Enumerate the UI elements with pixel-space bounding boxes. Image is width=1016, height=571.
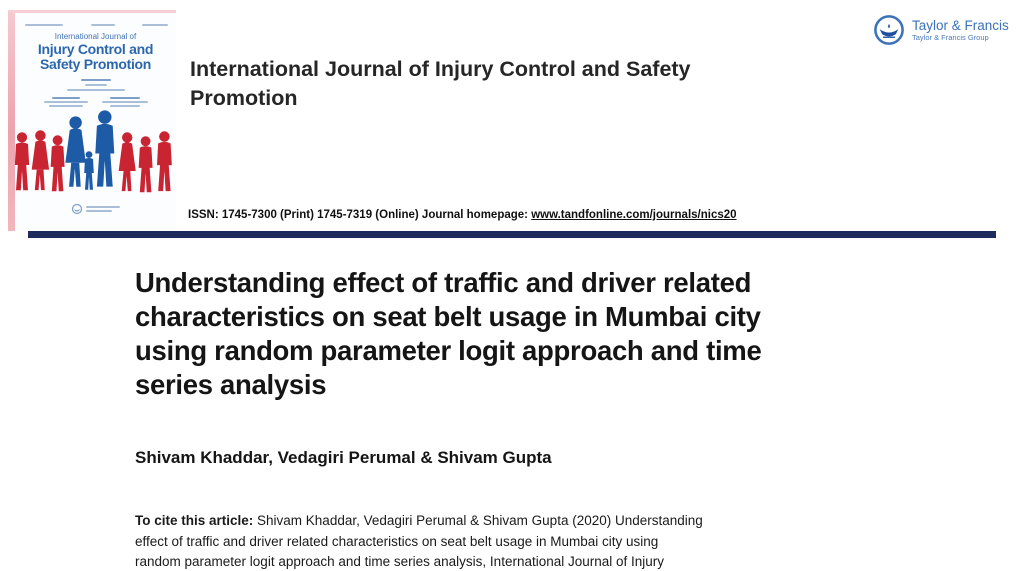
cover-editors-fineprint	[15, 79, 176, 91]
publisher-name: Taylor & Francis	[912, 18, 1009, 33]
article-title-line4: series analysis	[135, 369, 327, 400]
journal-title	[190, 55, 810, 113]
fineprint-bar	[81, 79, 111, 81]
journal-homepage-link[interactable]: www.tandfonline.com/journals/nics20	[531, 209, 737, 221]
issn-homepage-line	[188, 209, 737, 221]
article-title	[135, 266, 915, 402]
fineprint-bar	[67, 89, 125, 91]
journal-cover-image	[8, 10, 176, 231]
cover-editor-columns	[15, 97, 176, 107]
cite-line1-rest: Shivam Khaddar, Vedagiri Perumal & Shivam Gupta (2020) Understanding	[253, 513, 703, 528]
cover-editor-col	[102, 97, 148, 107]
cover-title-line2: Safety Promotion	[39, 56, 152, 72]
cover-series-title: International Journal of	[54, 32, 137, 41]
issn-text: ISSN: 1745-7300 (Print) 1745-7319 (Online) Journal homepage:	[188, 209, 532, 221]
article-authors: Shivam Khaddar, Vedagiri Perumal & Shivam Gupta	[135, 448, 552, 467]
fineprint-bar	[86, 206, 120, 208]
fineprint-bar	[91, 24, 115, 26]
fineprint-bar	[85, 84, 107, 86]
cover-volume-fineprint	[25, 24, 168, 26]
fineprint-bar	[110, 105, 140, 107]
fineprint-bar	[25, 24, 63, 26]
citation-line1	[135, 511, 915, 532]
fineprint-bar	[49, 105, 83, 107]
publisher-logo-text	[912, 18, 1009, 42]
cover-editor-col	[44, 97, 88, 107]
cover-title-line1: Injury Control and	[37, 41, 154, 57]
cover-publisher-mark-text	[86, 206, 120, 212]
cover-journal-title	[15, 42, 176, 72]
cite-label: To cite this article:	[135, 513, 254, 528]
journal-title-line2: Promotion	[190, 86, 298, 110]
fineprint-bar	[86, 210, 112, 212]
fineprint-bar	[52, 97, 80, 99]
article-title-line1: Understanding effect of traffic and driver related	[135, 267, 752, 298]
cover-publisher-mark	[15, 203, 176, 215]
article-title-line3: using random parameter logit approach and time	[135, 335, 762, 366]
taylor-francis-lamp-icon	[872, 13, 906, 47]
citation-line3: random parameter logit approach and time series analysis, International Journal of Injury	[135, 554, 665, 569]
fineprint-bar	[102, 101, 148, 103]
publisher-group: Taylor & Francis Group	[912, 33, 989, 42]
citation-line2: effect of traffic and driver related characteristics on seat belt usage in Mumbai city using	[135, 533, 659, 549]
fineprint-bar	[110, 97, 140, 99]
fineprint-bar	[44, 101, 88, 103]
cover-scan-edge	[8, 10, 15, 231]
fineprint-bar	[142, 24, 168, 26]
cover-body	[15, 13, 176, 231]
journal-title-line1: International Journal of Injury Control and Safety	[190, 57, 691, 81]
header-divider-rule	[28, 231, 996, 238]
cover-crowd-silhouettes-icon	[15, 108, 176, 193]
publisher-logo	[872, 13, 1009, 47]
cover-tf-lamp-icon	[71, 203, 83, 215]
article-title-line2: characteristics on seat belt usage in Mumbai city	[135, 301, 761, 332]
citation-block	[135, 511, 915, 571]
